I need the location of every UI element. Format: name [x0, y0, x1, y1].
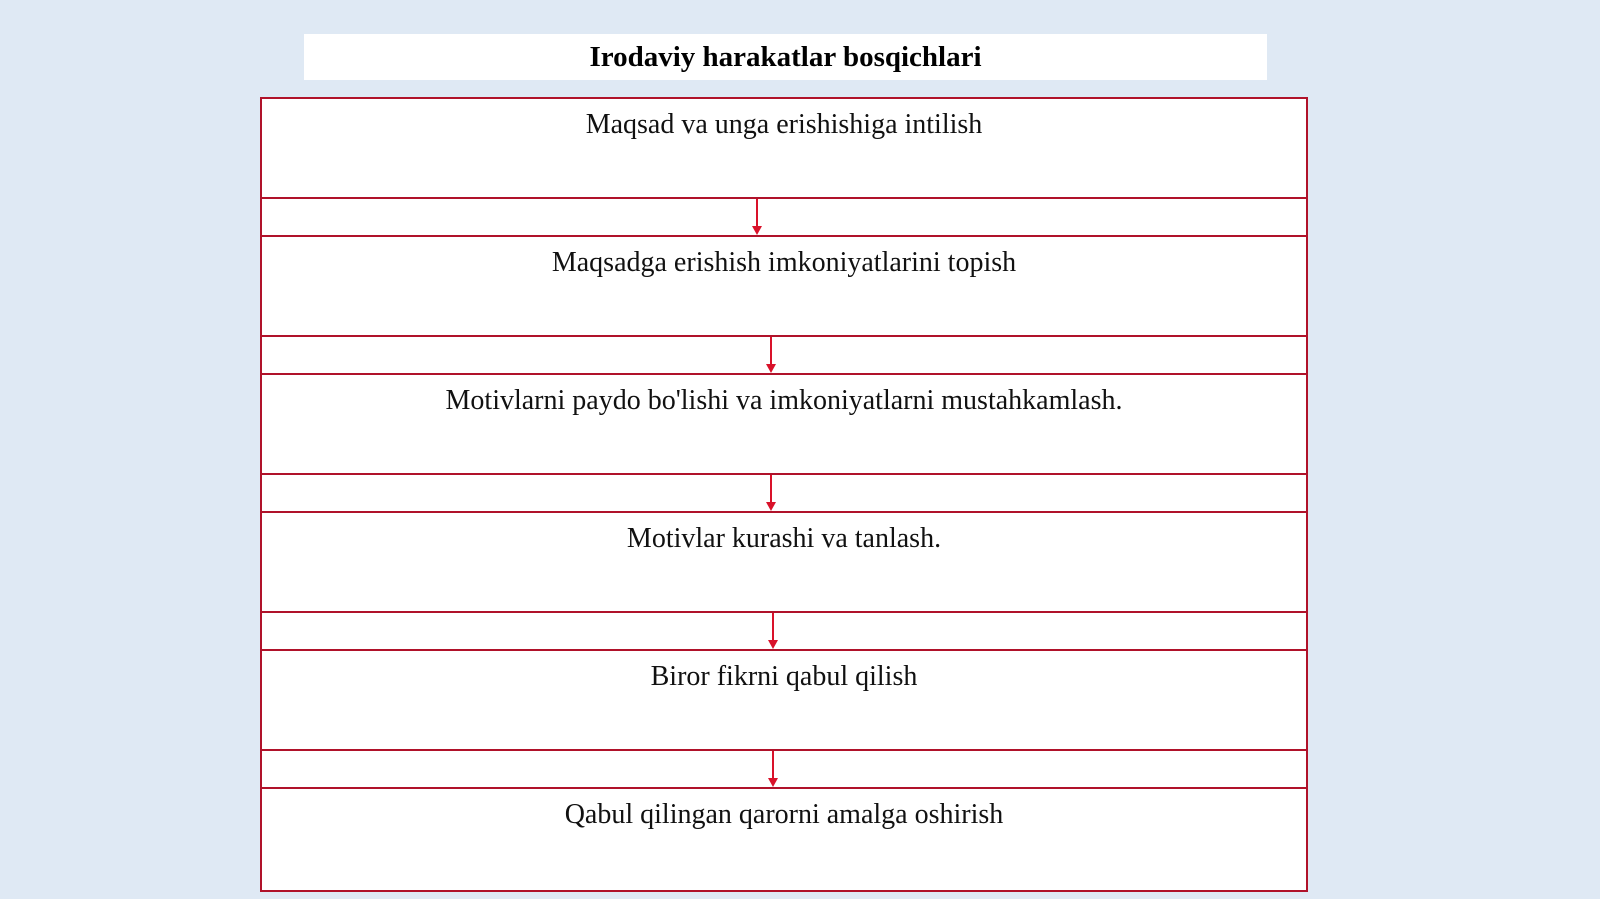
step-label-3: Motivlarni paydo bo'lishi va imkoniyatlarni mustahkamlash.	[445, 385, 1123, 416]
step-box-2	[260, 235, 1308, 337]
connector-2	[260, 337, 1308, 373]
arrow-down-icon	[766, 751, 780, 787]
step-label-4: Motivlar kurashi va tanlash.	[626, 523, 942, 554]
step-box-4	[260, 511, 1308, 613]
arrow-down-icon	[764, 475, 778, 511]
step-label-5: Biror fikrni qabul qilish	[650, 661, 918, 692]
connector-5	[260, 751, 1308, 787]
step-box-5	[260, 649, 1308, 751]
arrow-down-icon	[750, 199, 764, 235]
flowchart	[260, 97, 1312, 899]
step-label-6: Qabul qilingan qarorni amalga oshirish	[564, 799, 1004, 830]
step-box-1	[260, 97, 1308, 199]
diagram-title-bar	[304, 34, 1267, 80]
step-box-6	[260, 787, 1308, 892]
connector-3	[260, 475, 1308, 511]
step-box-3	[260, 373, 1308, 475]
connector-4	[260, 613, 1308, 649]
arrow-down-icon	[766, 613, 780, 649]
arrow-down-icon	[764, 337, 778, 373]
step-label-2: Maqsadga erishish imkoniyatlarini topish	[551, 247, 1017, 278]
step-label-1: Maqsad va unga erishishiga intilish	[585, 109, 983, 140]
connector-1	[260, 199, 1308, 235]
diagram-title: Irodaviy harakatlar bosqichlari	[589, 40, 982, 73]
